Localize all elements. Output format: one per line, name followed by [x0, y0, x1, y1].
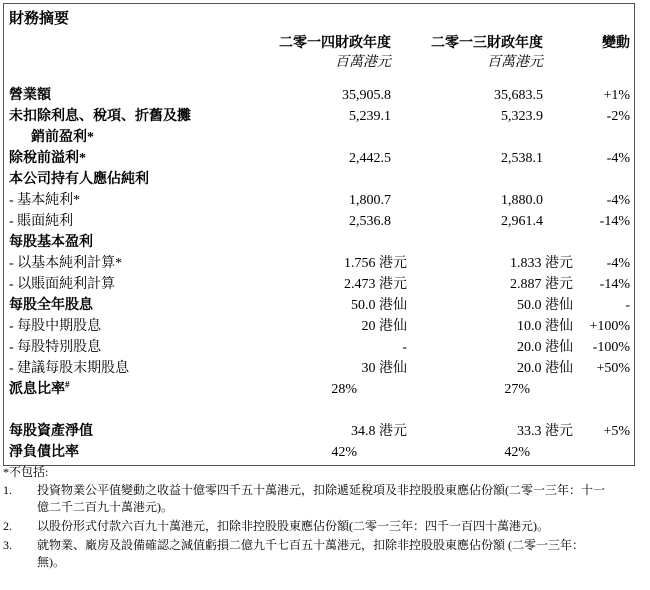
value-fy2014: 28%	[331, 382, 357, 397]
value-change: -2%	[606, 109, 630, 124]
row-label: - 以賬面純利計算	[9, 277, 116, 292]
header-spacer-cell	[9, 33, 241, 54]
value-fy2013: 20.0 港仙	[517, 361, 573, 376]
value-fy2013: 2,538.1	[501, 151, 543, 166]
value-change: -4%	[606, 151, 630, 166]
value-fy2013: 1.833 港元	[510, 256, 573, 271]
value-fy2013: 33.3 港元	[517, 424, 573, 439]
row-label: - 以基本純利計算*	[9, 256, 123, 271]
row-label: 每股全年股息	[9, 298, 93, 313]
unit-label-fy2013: 百萬港元	[487, 55, 543, 70]
value-change: +5%	[603, 424, 630, 439]
row-label: 營業額	[9, 88, 51, 103]
table-row	[9, 358, 630, 379]
footnote-item	[3, 482, 633, 516]
value-change: -100%	[592, 340, 630, 355]
value-fy2014: 2.473 港元	[344, 277, 407, 292]
table-header-row	[9, 33, 630, 54]
value-fy2014: 20 港仙	[361, 319, 407, 334]
value-fy2013: 35,683.5	[494, 88, 543, 103]
footnote-number: 2.	[3, 519, 12, 533]
value-fy2013: 2.887 港元	[510, 277, 573, 292]
value-fy2013	[407, 232, 573, 253]
footnote-number: 3.	[3, 538, 12, 552]
unit-spacer-change	[573, 54, 630, 73]
value-fy2014: 50.0 港仙	[351, 298, 407, 313]
table-row	[9, 421, 630, 442]
row-label: - 每股特別股息	[9, 340, 102, 355]
table-row	[9, 190, 630, 211]
value-fy2014: 30 港仙	[361, 361, 407, 376]
value-fy2013: 50.0 港仙	[517, 298, 573, 313]
column-header-fy2014: 二零一四財政年度	[279, 36, 391, 51]
value-change: -	[625, 298, 630, 313]
row-label: 淨負債比率	[9, 445, 79, 460]
table-row	[9, 295, 630, 316]
financial-summary-table	[3, 3, 635, 466]
value-change	[573, 442, 630, 463]
table-row	[9, 148, 630, 169]
row-label: 本公司持有人應佔純利	[9, 172, 149, 187]
label-superscript: #	[65, 379, 70, 390]
table-row	[9, 106, 630, 148]
row-label: - 賬面純利	[9, 214, 74, 229]
table-row	[9, 442, 630, 463]
value-fy2013: 27%	[504, 382, 530, 397]
value-fy2013: 20.0 港仙	[517, 340, 573, 355]
value-fy2014: 2,536.8	[349, 214, 391, 229]
table-rows	[9, 85, 630, 463]
table-row	[9, 337, 630, 358]
row-label: 派息比率#	[9, 379, 70, 397]
value-fy2014: 34.8 港元	[351, 424, 407, 439]
value-fy2013: 5,323.9	[501, 109, 543, 124]
table-row	[9, 316, 630, 337]
row-label: 除稅前溢利*	[9, 151, 86, 166]
value-change: -4%	[606, 193, 630, 208]
footnote-item	[3, 537, 633, 571]
value-change: -4%	[606, 256, 630, 271]
value-fy2013: 42%	[504, 445, 530, 460]
table-row	[9, 274, 630, 295]
footnotes	[3, 464, 633, 573]
row-label: 未扣除利息、稅項、折舊及攤 銷前盈利*	[9, 106, 241, 148]
footnote-text: 投資物業公平值變動之收益十億零四千五十萬港元，扣除遞延稅項及非控股股東應佔份額(二零一三年：十一億二千二百九十萬港元)。	[37, 483, 606, 514]
value-change	[573, 232, 630, 253]
footnote-item	[3, 518, 633, 535]
table-row	[9, 211, 630, 232]
footnote-items	[3, 482, 633, 571]
table-row	[9, 85, 630, 106]
value-change: -14%	[599, 277, 630, 292]
row-label: - 每股中期股息	[9, 319, 102, 334]
value-fy2013	[407, 169, 573, 190]
row-label: - 建議每股末期股息	[9, 361, 130, 376]
header-gap	[9, 73, 630, 85]
table-row	[9, 379, 630, 400]
value-fy2014: 2,442.5	[349, 151, 391, 166]
column-header-fy2013: 二零一三財政年度	[431, 36, 543, 51]
value-fy2014: -	[402, 340, 407, 355]
spacer-row	[9, 400, 630, 421]
value-fy2014: 1,800.7	[349, 193, 391, 208]
footnote-text: 就物業、廠房及設備確認之減值虧損二億九千七百五十萬港元，扣除非控股股東應佔份額 (二零一三年：無)。	[37, 538, 585, 569]
value-fy2014: 5,239.1	[349, 109, 391, 124]
value-fy2013: 10.0 港仙	[517, 319, 573, 334]
row-label: - 基本純利*	[9, 193, 81, 208]
value-fy2014: 42%	[331, 445, 357, 460]
row-label-line2: 銷前盈利*	[31, 130, 94, 145]
value-change	[573, 379, 630, 400]
row-label: 每股基本盈利	[9, 235, 93, 250]
table-unit-row	[9, 54, 630, 73]
value-fy2014: 1.756 港元	[344, 256, 407, 271]
footnote-number: 1.	[3, 483, 12, 497]
value-change	[573, 169, 630, 190]
table-row	[9, 169, 630, 190]
value-fy2013: 1,880.0	[501, 193, 543, 208]
unit-spacer-cell	[9, 54, 241, 73]
value-fy2014	[241, 169, 407, 190]
value-change: +100%	[589, 319, 630, 334]
value-change: +50%	[596, 361, 630, 376]
value-change: -14%	[599, 214, 630, 229]
value-change: +1%	[603, 88, 630, 103]
row-label: 每股資產淨值	[9, 424, 93, 439]
table-row	[9, 232, 630, 253]
value-fy2014: 35,905.8	[342, 88, 391, 103]
footnote-text: 以股份形式付款六百九十萬港元，扣除非控股股東應佔份額(二零一三年：四千一百四十萬港元)。	[37, 519, 549, 533]
value-fy2014	[241, 232, 407, 253]
column-header-change: 變動	[602, 36, 630, 51]
unit-label-fy2014: 百萬港元	[335, 55, 391, 70]
table-title: 財務摘要	[9, 11, 70, 27]
value-fy2013: 2,961.4	[501, 214, 543, 229]
footnote-header: *不包括:	[3, 465, 49, 479]
table-row	[9, 253, 630, 274]
